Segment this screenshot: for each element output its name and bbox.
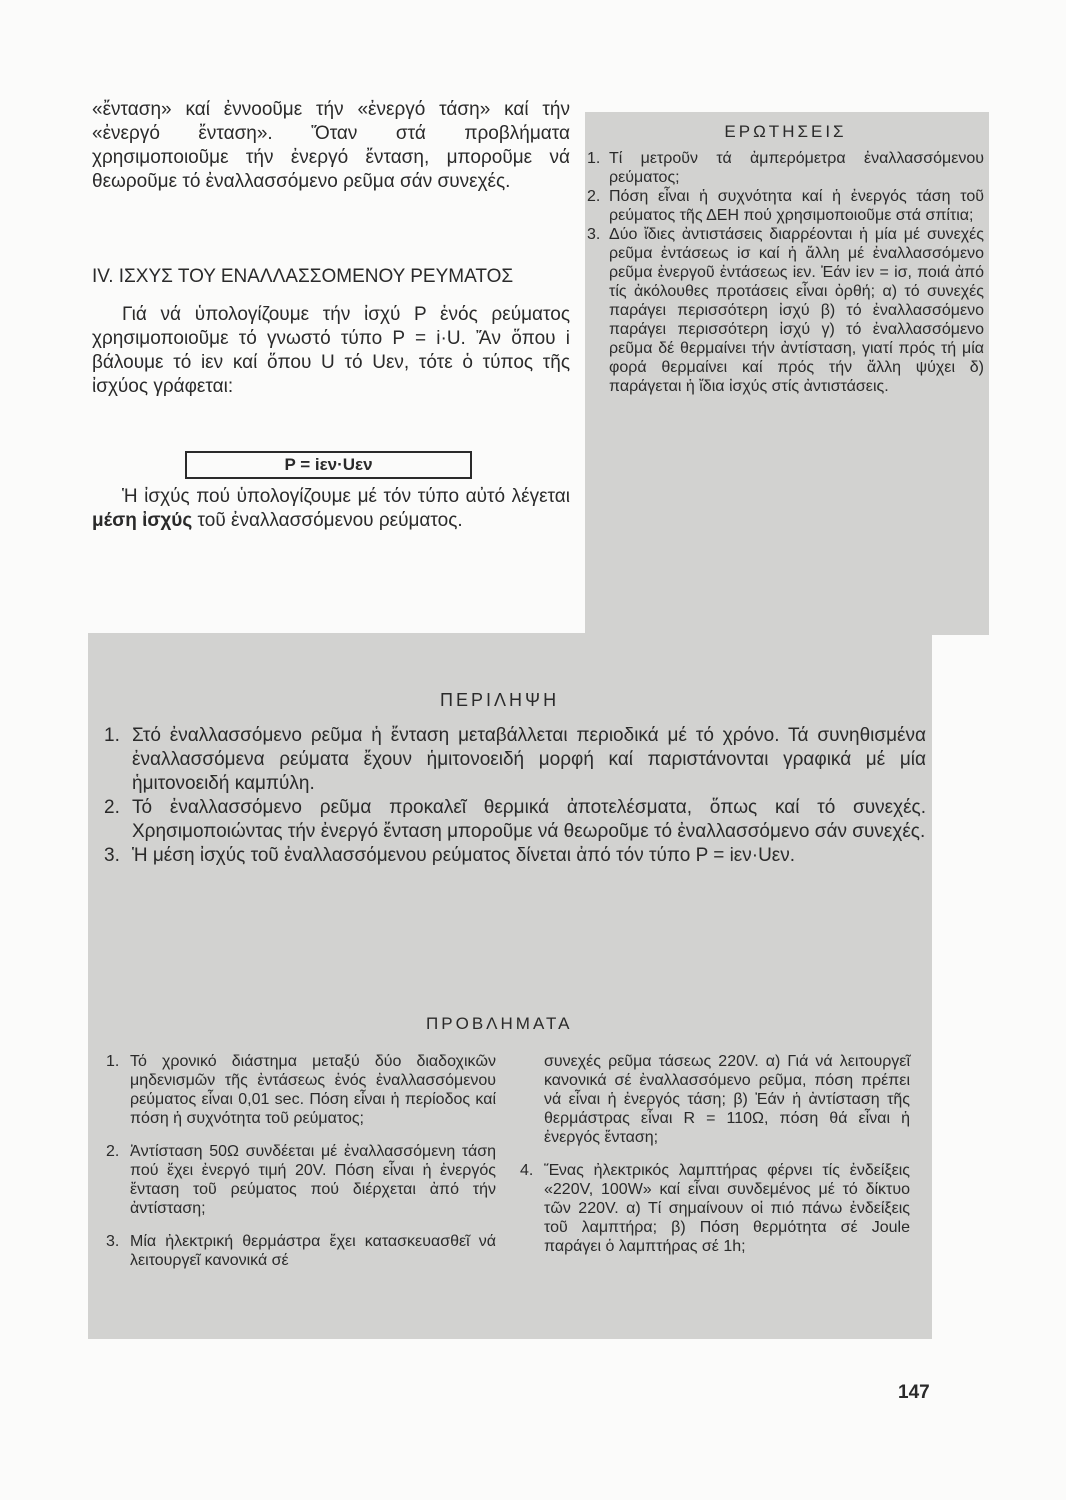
problem-item (106, 1142, 496, 1218)
question-text: Τί μετροῦν τά ἀμπερόμετρα ἐναλλασσόμενου ρεύματος; (609, 150, 984, 186)
summary-item (104, 724, 926, 796)
problem-continuation: συνεχές ρεῦμα τάσεως 220V. α) Γιά νά λειτουργεῖ κανονικά σέ ἐναλλασσόμενο ρεῦμα, πόση πρέπει νά εἶναι ἡ ἐνεργός τάση; β) Ἐάν ἡ ἀντίσταση τῆς θερμάστρας εἶναι R = 110Ω, πόση θά εἶναι ἡ ἐνεργός ἔνταση; (544, 1053, 910, 1146)
problem-number: 1. (106, 1053, 120, 1070)
summary-number: 1. (104, 725, 120, 746)
problems-right-column (520, 1052, 910, 1270)
summary-item (104, 796, 926, 844)
problems-title: ΠΡΟΒΛΗΜΑΤΑ (426, 1014, 573, 1033)
page-number: 147 (898, 1382, 930, 1403)
questions-title: ΕΡΩΤΗΣΕΙΣ (724, 122, 847, 141)
question-number: 1. (587, 150, 601, 167)
problem-text: Τό χρονικό διάστημα μεταξύ δύο διαδοχικῶν μηδενισμῶν τῆς ἐντάσεως ἑνός ἐναλλασσόμενου ρεύματος εἶναι 0,01 sec. Πόση εἶναι ἡ περίοδος καί πόση ἡ συχνότητα τοῦ ρεύματος; (130, 1053, 496, 1127)
problem-text: Μία ἠλεκτρική θερμάστρα ἔχει κατασκευασθεῖ νά λειτουργεῖ κανονικά σέ (130, 1233, 496, 1269)
summary-text: Στό ἐναλλασσόμενο ρεῦμα ἡ ἔνταση μεταβάλλεται περιοδικά μέ τό χρόνο. Τά συνηθισμένα ἐναλλασσόμενα ρεύματα ἔχουν ἡμιτονοειδή μορφή καί παριστάνονται γραφικά μέ μία ἡμιτονοειδή καμπύλη. (132, 725, 926, 794)
summary-text: Ἡ μέση ἰσχύς τοῦ ἐναλλασσόμενου ρεύματος δίνεται ἀπό τόν τύπο P = iεν·Uεν. (132, 845, 796, 866)
question-item (587, 225, 984, 396)
mean-power-paragraph (92, 485, 570, 533)
mean-power-term: μέση ἰσχύς (92, 510, 193, 531)
question-item (587, 187, 984, 225)
problem-number: 2. (106, 1143, 120, 1160)
problem-text: Ἀντίσταση 50Ω συνδέεται μέ ἐναλλασσόμενη τάση πού ἔχει ἐνεργό τιμή 20V. Πόση εἶναι ἡ ἐνεργός ἔνταση τοῦ ρεύματος πού διέρχεται ἀπό τήν ἀντίσταση; (130, 1143, 496, 1217)
mean-power-text-before: Ἡ ἰσχύς πού ὑπολογίζουμε μέ τόν τύπο αὐτό λέγεται (122, 486, 570, 507)
problem-number: 3. (106, 1233, 120, 1250)
question-text: Πόση εἶναι ἡ συχνότητα καί ἡ ἐνεργός τάση τοῦ ρεύματος τῆς ΔΕΗ πού χρησιμοποιοῦμε στά σπίτια; (609, 188, 984, 224)
summary-title: ΠΕΡΙΛΗΨΗ (440, 690, 560, 710)
summary-number: 2. (104, 797, 120, 818)
summary-number: 3. (104, 845, 120, 866)
intro-paragraph: «ἔνταση» καί ἐννοοῦμε τήν «ἐνεργό τάση» καί τήν «ἐνεργό ἔνταση». Ὅταν στά προβλήματα χρησιμοποιοῦμε τήν ἐνεργό ἔνταση, μποροῦμε νά θεωροῦμε τό ἐναλλασσόμενο ρεῦμα σάν συνεχές. (92, 99, 570, 192)
mean-power-text-after: τοῦ ἐναλλασσόμενου ρεύματος. (197, 510, 463, 531)
summary-text: Τό ἐναλλασσόμενο ρεῦμα προκαλεῖ θερμικά ἀποτελέσματα, ὅπως καί τό συνεχές. Χρησιμοποιώντας τήν ἐνεργό ἔνταση μποροῦμε νά θεωροῦμε τό ἐναλλασσόμενο σάν συνεχές. (132, 797, 926, 842)
summary-item (104, 844, 926, 868)
questions-section (587, 122, 984, 396)
problem-item (520, 1161, 910, 1256)
problems-left-column (106, 1052, 496, 1284)
question-number: 2. (587, 188, 601, 205)
question-item (587, 149, 984, 187)
problem-text: Ἕνας ἠλεκτρικός λαμπτήρας φέρνει τίς ἐνδείξεις «220V, 100W» καί εἶναι συνδεμένος μέ τό δίκτυο τῶν 220V. α) Τί σημαίνουν οἱ πιό πάνω ἐνδείξεις τοῦ λαμπτήρα; β) Πόση θερμότητα σέ Joule παράγει ὁ λαμπτήρας σέ 1h; (544, 1162, 910, 1255)
problem-item (106, 1232, 496, 1270)
power-formula-box: P = iεν·Uεν (185, 451, 472, 479)
problem-number: 4. (520, 1162, 534, 1179)
section-iv-body: Γιά νά ὑπολογίζουμε τήν ἰσχύ P ἑνός ρεύματος χρησιμοποιοῦμε τό γνωστό τύπο P = i·U. Ἄν ὅπου i βάλουμε τό iεν καί ὅπου U τό Uεν, τότε ὁ τύπος τῆς ἰσχύος γράφεται: (92, 304, 570, 397)
section-iv-title: IV. ΙΣΧΥΣ ΤΟΥ ΕΝΑΛΛΑΣΣΟΜΕΝΟΥ ΡΕΥΜΑΤΟΣ (92, 266, 514, 287)
question-text: Δύο ἴδιες ἀντιστάσεις διαρρέονται ἡ μία μέ συνεχές ρεῦμα ἐντάσεως iσ καί ἡ ἄλλη μέ ἐναλλασσόμενο ρεῦμα ἐνεργοῦ ἐντάσεως iεν. Ἐάν iεν = iσ, ποιά ἀπό τίς ἀκόλουθες προτάσεις εἶναι ὀρθή; α) τό συνεχές παράγει περισσότερη ἰσχύ β) τό ἐναλλασσόμενο παράγει περισσότερη ἰσχύ γ) τό ἐναλλασσόμενο ρεῦμα δέ θερμαίνει τήν ἀντίσταση, γιατί πρός τή μία φορά θερμαίνει καί πρός τήν ἄλλη ψύχει δ) παράγεται ἡ ἴδια ἰσχύς στίς ἀντιστάσεις. (609, 226, 984, 395)
summary-section (104, 724, 926, 868)
problem-item (106, 1052, 496, 1128)
question-number: 3. (587, 226, 601, 243)
